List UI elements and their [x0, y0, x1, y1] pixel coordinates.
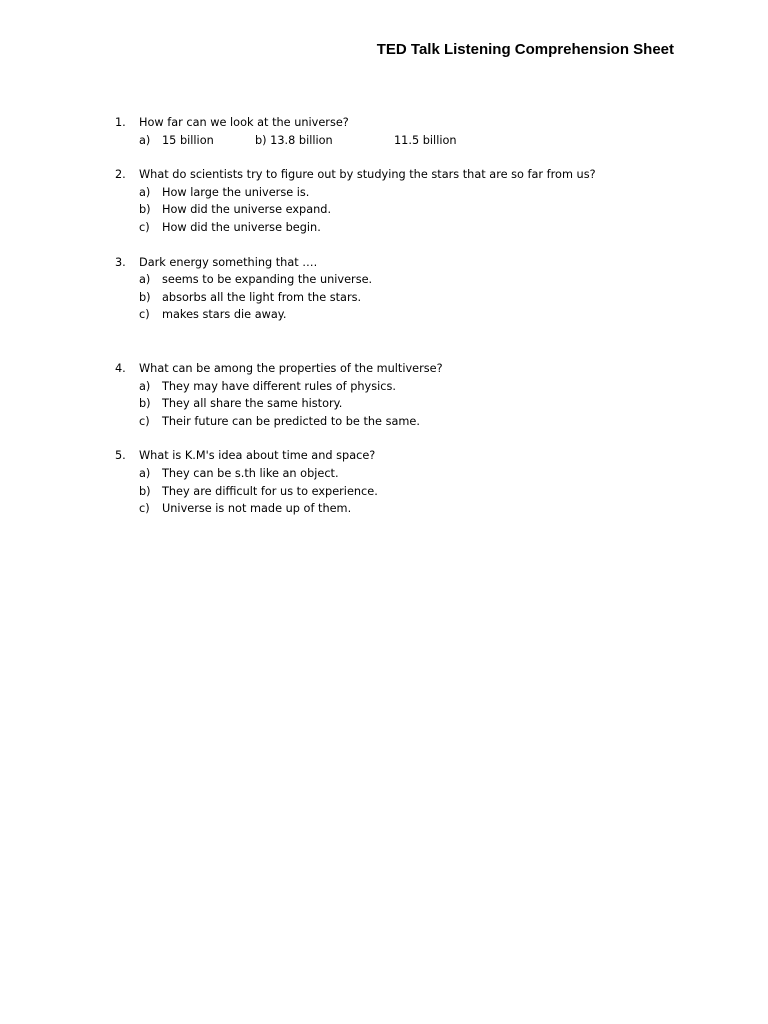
- option-text: They can be s.th like an object.: [162, 466, 339, 480]
- option-text: They may have different rules of physics.: [162, 379, 396, 393]
- question-1: [115, 114, 596, 149]
- option-text: They all share the same history.: [162, 397, 343, 411]
- option-label: b): [139, 397, 151, 411]
- option-label: a): [139, 133, 151, 147]
- answer-option-a: [115, 465, 596, 483]
- answer-option-a: [115, 271, 596, 289]
- question-text: How far can we look at the universe?: [139, 116, 349, 129]
- answer-option-b: [115, 483, 596, 501]
- question-5: [115, 447, 596, 517]
- option-label: a): [139, 379, 151, 393]
- option-text: 15 billion: [162, 133, 214, 147]
- answer-option-b: [115, 289, 596, 307]
- option-label: c): [139, 414, 150, 428]
- answer-option-b: [115, 395, 596, 413]
- option-label: b): [139, 290, 151, 304]
- question-3: [115, 254, 596, 324]
- question-list: [115, 114, 596, 518]
- option-text: absorbs all the light from the stars.: [162, 290, 362, 304]
- answer-option-c: [115, 219, 596, 237]
- option-text: How did the universe begin.: [162, 220, 321, 234]
- option-label: c): [139, 502, 150, 516]
- answer-option-a: [139, 132, 255, 150]
- question-text: What can be among the properties of the multiverse?: [139, 361, 443, 375]
- option-text: seems to be expanding the universe.: [162, 273, 373, 287]
- answer-option-c: 11.5 billion: [394, 133, 457, 147]
- option-text: How large the universe is.: [162, 185, 310, 199]
- question-4: [115, 360, 596, 430]
- question-text: Dark energy something that ….: [139, 255, 318, 269]
- question-text: What do scientists try to figure out by studying the stars that are so far from us?: [139, 168, 596, 182]
- option-text: How did the universe expand.: [162, 203, 332, 217]
- option-label: c): [139, 220, 150, 234]
- answer-option-a: [115, 378, 596, 396]
- option-text: Universe is not made up of them.: [162, 502, 352, 516]
- option-text: They are difficult for us to experience.: [162, 484, 378, 498]
- question-number: 4.: [115, 361, 126, 375]
- question-text: What is K.M's idea about time and space?: [139, 449, 376, 463]
- answer-option-c: [115, 500, 596, 518]
- question-2: [115, 166, 596, 236]
- answer-option-c: [115, 306, 596, 324]
- option-label: a): [139, 466, 151, 480]
- option-label: b): [139, 203, 151, 217]
- answer-option-b: [115, 201, 596, 219]
- question-number: 2.: [115, 168, 126, 182]
- option-label: a): [139, 273, 151, 287]
- answer-option-c: [115, 413, 596, 431]
- option-text: Their future can be predicted to be the same.: [162, 414, 420, 428]
- option-label: c): [139, 308, 150, 322]
- question-number: 1.: [115, 116, 126, 129]
- page-title: TED Talk Listening Comprehension Sheet: [376, 41, 674, 58]
- answer-options: [115, 132, 596, 150]
- answer-option-a: [115, 184, 596, 202]
- question-number: 5.: [115, 449, 126, 463]
- option-label: a): [139, 185, 151, 199]
- option-label: b): [139, 484, 151, 498]
- option-text: makes stars die away.: [162, 308, 287, 322]
- question-number: 3.: [115, 255, 126, 269]
- answer-option-b: b) 13.8 billion: [255, 133, 333, 147]
